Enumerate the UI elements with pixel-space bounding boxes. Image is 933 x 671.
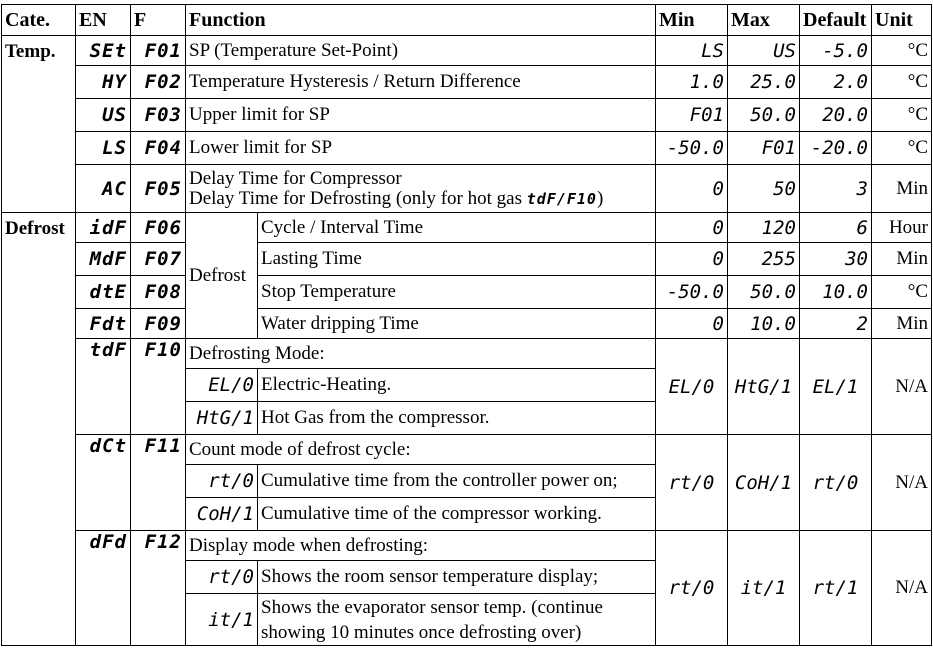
default-value: 2.0	[800, 66, 872, 99]
min-value: 0	[656, 165, 728, 213]
default-value: 3	[800, 165, 872, 213]
option-text: Cumulative time of the compressor working.	[258, 498, 656, 531]
function-text: Defrosting Mode:	[186, 339, 656, 369]
function-text: Cycle / Interval Time	[258, 213, 656, 243]
min-value: F01	[656, 99, 728, 132]
default-value: 10.0	[800, 276, 872, 309]
code-f: F11	[131, 435, 186, 531]
option-text: Electric-Heating.	[258, 369, 656, 402]
code-f: F05	[131, 165, 186, 213]
function-line-1: Delay Time for Compressor	[189, 167, 402, 189]
max-value: it/1	[728, 531, 800, 646]
code-f: F07	[131, 243, 186, 276]
code-en: MdF	[76, 243, 131, 276]
unit-value: Min	[872, 243, 932, 276]
header-f: F	[131, 5, 186, 36]
table-row	[2, 99, 932, 132]
max-value: CoH/1	[728, 435, 800, 531]
min-value: rt/0	[656, 531, 728, 646]
function-text: Lasting Time	[258, 243, 656, 276]
max-value: 50	[728, 165, 800, 213]
unit-value: Min	[872, 309, 932, 339]
function-text-end: )	[596, 187, 604, 209]
function-text-part: Delay Time for Defrosting (only for hot gas	[189, 187, 527, 209]
table-row	[2, 66, 932, 99]
function-text: Upper limit for SP	[186, 99, 656, 132]
max-value: 120	[728, 213, 800, 243]
option-text	[258, 594, 656, 646]
function-text: Lower limit for SP	[186, 132, 656, 165]
code-f: F03	[131, 99, 186, 132]
min-value: -50.0	[656, 276, 728, 309]
function-text: Stop Temperature	[258, 276, 656, 309]
function-text: Display mode when defrosting:	[186, 531, 656, 561]
table-row	[2, 36, 932, 66]
unit-value: °C	[872, 66, 932, 99]
code-f: F06	[131, 213, 186, 243]
code-en: Fdt	[76, 309, 131, 339]
header-cate: Cate.	[2, 5, 76, 36]
function-text: Water dripping Time	[258, 309, 656, 339]
max-value: 25.0	[728, 66, 800, 99]
option-text: Hot Gas from the compressor.	[258, 402, 656, 435]
max-value: F01	[728, 132, 800, 165]
code-f: F10	[131, 339, 186, 435]
default-value: 30	[800, 243, 872, 276]
max-value: HtG/1	[728, 339, 800, 435]
default-value: rt/0	[800, 435, 872, 531]
function-text	[186, 165, 656, 213]
option-text: Shows the room sensor temperature display;	[258, 561, 656, 594]
header-max: Max	[728, 5, 800, 36]
option-code: it/1	[186, 594, 258, 646]
category-defrost: Defrost	[2, 213, 76, 646]
default-value: -5.0	[800, 36, 872, 66]
function-text: Count mode of defrost cycle:	[186, 435, 656, 465]
min-value: -50.0	[656, 132, 728, 165]
code-en: dFd	[76, 531, 131, 646]
option-code: rt/0	[186, 561, 258, 594]
unit-value: Hour	[872, 213, 932, 243]
table-row	[2, 435, 932, 465]
default-value: -20.0	[800, 132, 872, 165]
max-value: US	[728, 36, 800, 66]
header-function: Function	[186, 5, 656, 36]
code-en: dtE	[76, 276, 131, 309]
code-en: US	[76, 99, 131, 132]
option-code: HtG/1	[186, 402, 258, 435]
function-text: Temperature Hysteresis / Return Difference	[186, 66, 656, 99]
code-f: F02	[131, 66, 186, 99]
header-unit: Unit	[872, 5, 932, 36]
min-value: EL/0	[656, 339, 728, 435]
default-value: rt/1	[800, 531, 872, 646]
unit-value: N/A	[872, 435, 932, 531]
table-row	[2, 132, 932, 165]
code-f: F12	[131, 531, 186, 646]
option-text-line-2: showing 10 minutes once defrosting over)	[261, 621, 582, 643]
default-value: EL/1	[800, 339, 872, 435]
header-en: EN	[76, 5, 131, 36]
code-en: LS	[76, 132, 131, 165]
max-value: 10.0	[728, 309, 800, 339]
function-line-2	[189, 189, 652, 209]
unit-value: N/A	[872, 531, 932, 646]
table-row	[2, 531, 932, 561]
defrost-group-label: Defrost	[186, 213, 258, 339]
option-code: CoH/1	[186, 498, 258, 531]
unit-value: °C	[872, 36, 932, 66]
min-value: 0	[656, 243, 728, 276]
unit-value: Min	[872, 165, 932, 213]
inline-code: tdF/F10	[526, 189, 597, 208]
table-row	[2, 213, 932, 243]
max-value: 50.0	[728, 99, 800, 132]
min-value: 1.0	[656, 66, 728, 99]
code-f: F04	[131, 132, 186, 165]
default-value: 2	[800, 309, 872, 339]
option-code: EL/0	[186, 369, 258, 402]
header-row	[2, 5, 932, 36]
min-value: 0	[656, 309, 728, 339]
min-value: 0	[656, 213, 728, 243]
unit-value: °C	[872, 99, 932, 132]
code-f: F01	[131, 36, 186, 66]
option-text: Cumulative time from the controller power on;	[258, 465, 656, 498]
min-value: rt/0	[656, 435, 728, 531]
unit-value: °C	[872, 132, 932, 165]
table-row	[2, 276, 932, 309]
header-min: Min	[656, 5, 728, 36]
code-en: idF	[76, 213, 131, 243]
parameter-table	[1, 4, 932, 646]
table-row	[2, 165, 932, 213]
code-en: tdF	[76, 339, 131, 435]
min-value: LS	[656, 36, 728, 66]
unit-value: °C	[872, 276, 932, 309]
category-temp: Temp.	[2, 36, 76, 213]
table-row	[2, 339, 932, 369]
code-en: HY	[76, 66, 131, 99]
unit-value: N/A	[872, 339, 932, 435]
option-code: rt/0	[186, 465, 258, 498]
option-text-line-1: Shows the evaporator sensor temp. (continue	[261, 596, 603, 618]
max-value: 255	[728, 243, 800, 276]
code-f: F09	[131, 309, 186, 339]
code-en: dCt	[76, 435, 131, 531]
max-value: 50.0	[728, 276, 800, 309]
code-f: F08	[131, 276, 186, 309]
default-value: 20.0	[800, 99, 872, 132]
table-row	[2, 243, 932, 276]
default-value: 6	[800, 213, 872, 243]
table-row	[2, 309, 932, 339]
function-text: SP (Temperature Set-Point)	[186, 36, 656, 66]
code-en: AC	[76, 165, 131, 213]
code-en: SEt	[76, 36, 131, 66]
header-default: Default	[800, 5, 872, 36]
